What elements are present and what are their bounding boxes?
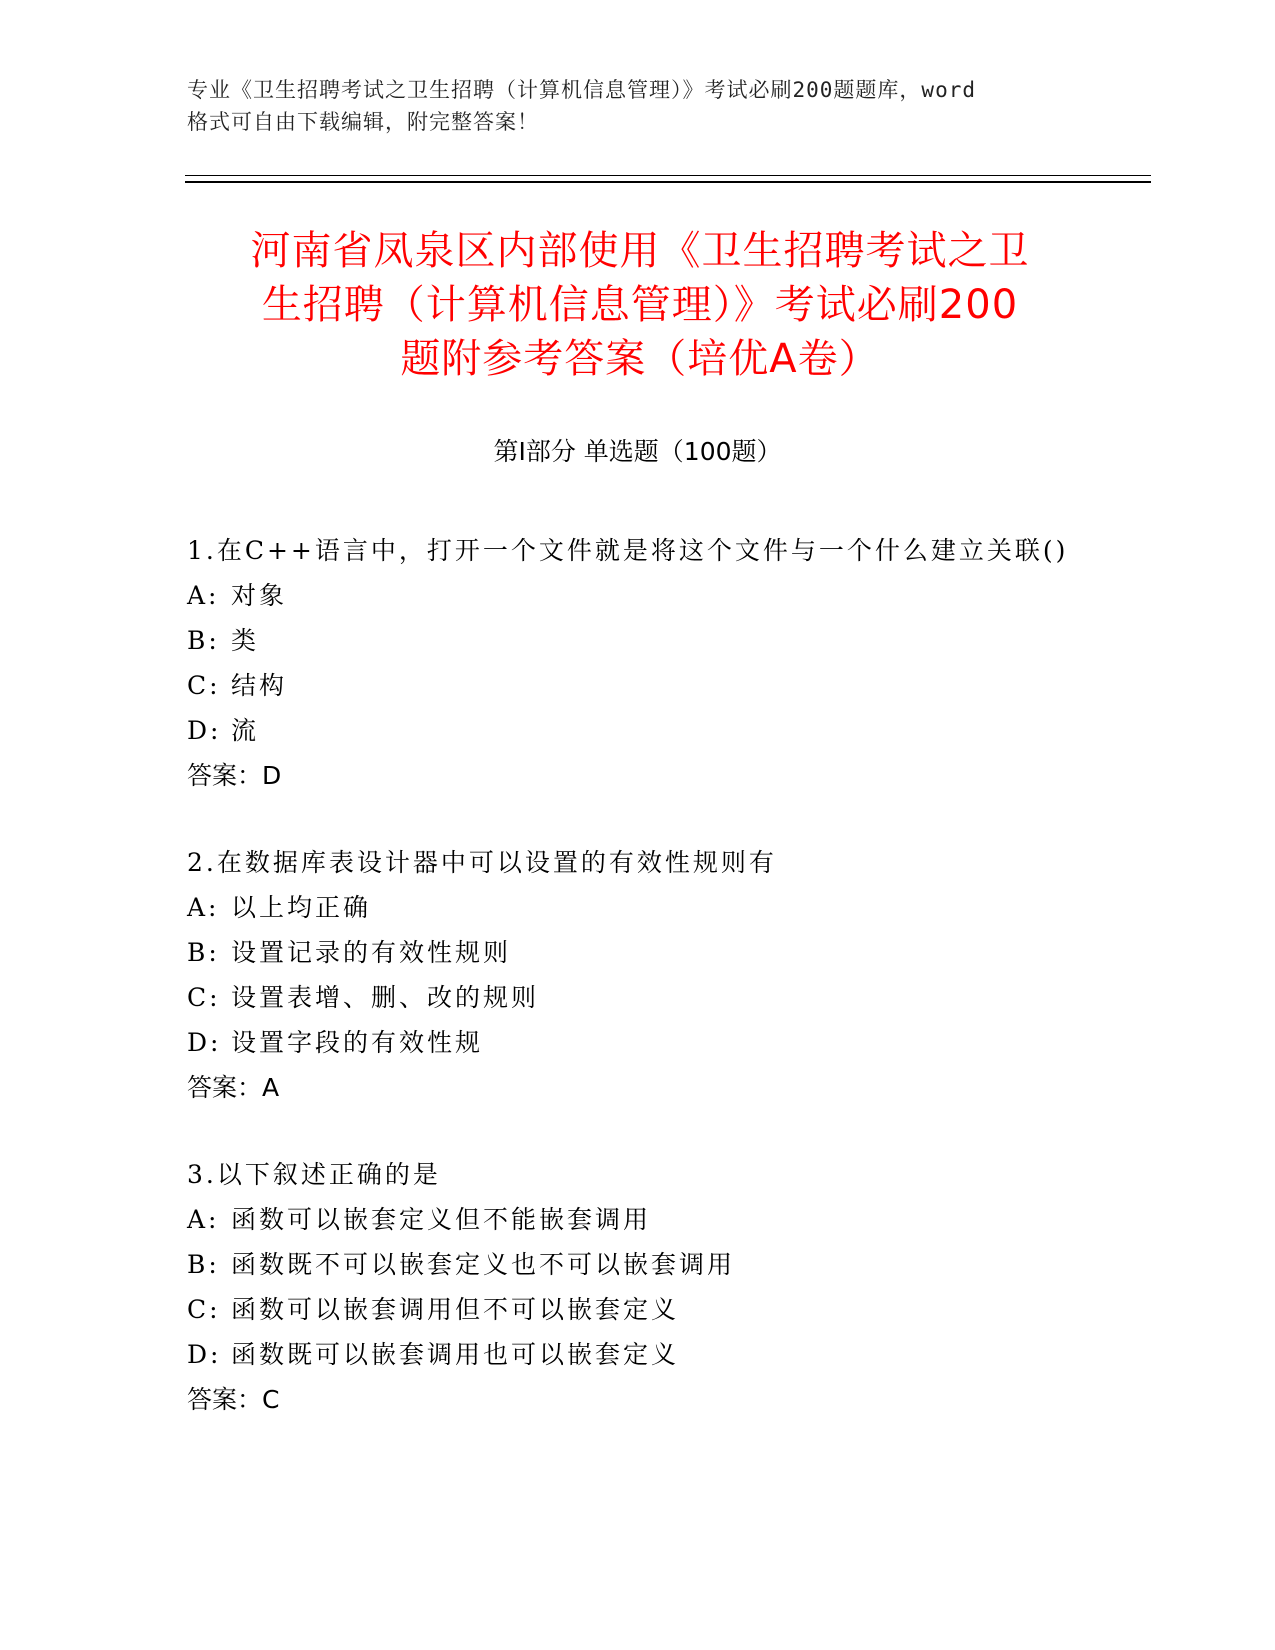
answer: 答案：D [187,761,282,790]
option-letter: D: [187,1340,222,1369]
header-rule-thick [185,181,1151,183]
option-b [187,618,1147,663]
option-text: 设置表增、删、改的规则 [231,983,540,1012]
option-d [187,1332,1147,1377]
option-letter: A: [187,1205,220,1234]
option-text: 流 [231,716,260,745]
option-text: 设置字段的有效性规 [231,1028,484,1057]
option-text: 函数既可以嵌套调用也可以嵌套定义 [231,1340,680,1369]
option-c [187,1287,1147,1332]
option-letter: B: [187,1250,220,1279]
option-letter: C: [187,671,221,700]
question-list [187,528,1147,1464]
option-a [187,573,1147,618]
header-note-line-2: 格式可自由下载编辑，附完整答案！ [187,110,539,134]
option-text: 类 [231,626,260,655]
header-rule-thin [185,175,1151,176]
option-text: 函数可以嵌套调用但不可以嵌套定义 [231,1295,680,1324]
document-title-line-3: 题附参考答案（培优A卷） [400,336,880,382]
question-2 [187,840,1147,1110]
option-text: 设置记录的有效性规则 [231,938,512,967]
document-title-line-2: 生招聘（计算机信息管理）》考试必刷200 [261,282,1019,328]
header-note-line-1: 专业《卫生招聘考试之卫生招聘（计算机信息管理）》考试必刷200题题库，word [187,78,976,102]
option-letter: C: [187,1295,221,1324]
option-c [187,663,1147,708]
question-1 [187,528,1147,798]
option-letter: B: [187,938,220,967]
question-text: 3.以下叙述正确的是 [187,1160,441,1189]
option-a [187,885,1147,930]
option-letter: D: [187,1028,222,1057]
option-a [187,1197,1147,1242]
option-text: 以上均正确 [231,893,372,922]
option-b [187,1242,1147,1287]
option-letter: D: [187,716,222,745]
answer: 答案：C [187,1385,280,1414]
question-text: 1.在C++语言中，打开一个文件就是将这个文件与一个什么建立关联() [187,536,1069,565]
question-3 [187,1152,1147,1422]
option-d [187,1020,1147,1065]
option-b [187,930,1147,975]
option-text: 函数可以嵌套定义但不能嵌套调用 [231,1205,652,1234]
option-letter: A: [187,581,220,610]
option-letter: A: [187,893,220,922]
option-c [187,975,1147,1020]
option-d [187,708,1147,753]
document-title-line-1: 河南省凤泉区内部使用《卫生招聘考试之卫 [250,228,1030,274]
document-title [190,224,1090,386]
answer: 答案：A [187,1073,280,1102]
option-text: 对象 [231,581,288,610]
option-letter: C: [187,983,221,1012]
option-letter: B: [187,626,220,655]
option-text: 结构 [231,671,288,700]
question-text: 2.在数据库表设计器中可以设置的有效性规则有 [187,848,777,877]
header-note [187,74,1087,138]
section-title: 第Ⅰ部分 单选题（100题） [493,437,782,466]
option-text: 函数既不可以嵌套定义也不可以嵌套调用 [231,1250,736,1279]
